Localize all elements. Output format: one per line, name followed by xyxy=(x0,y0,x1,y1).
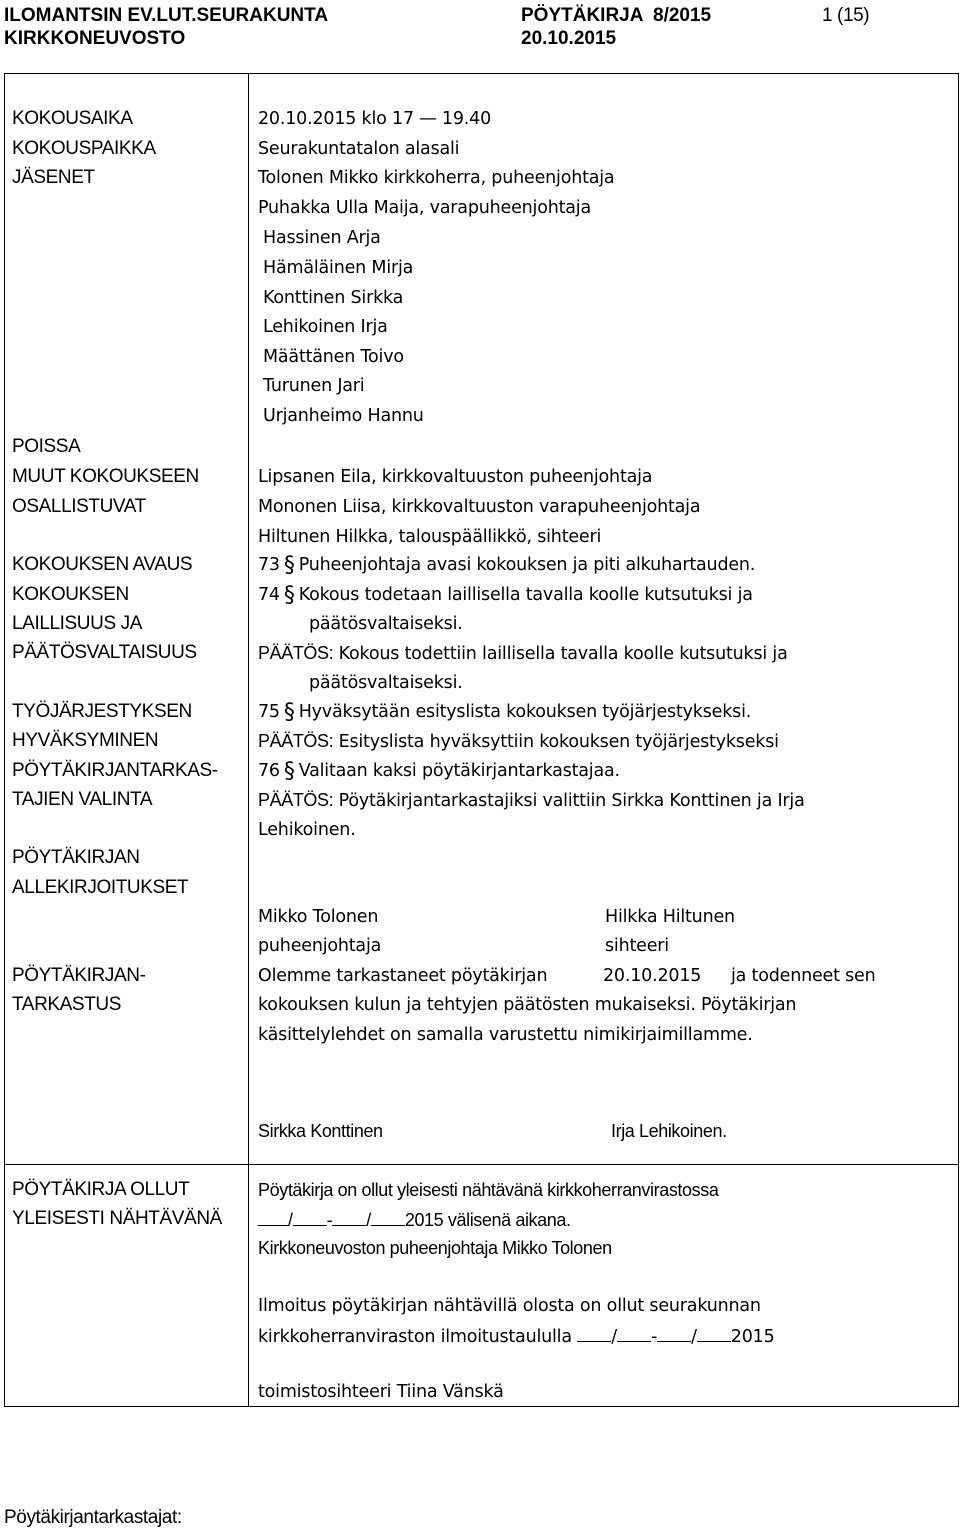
other-1: Mononen Liisa, kirkkovaltuuston varapuheenjohtaja xyxy=(258,497,701,517)
notice-text-2: kirkkoherranviraston ilmoitustaululla xyxy=(258,1327,572,1347)
section-74-decision-label: PÄÄTÖS: xyxy=(258,643,334,663)
blank-month-2[interactable] xyxy=(371,1209,405,1226)
label-laillisuus-3: PÄÄTÖSVALTAISUUS xyxy=(12,642,197,663)
section-75-decision-text: Esityslista hyväksyttiin kokouksen työjärjestykseksi xyxy=(338,732,779,752)
public-date-line xyxy=(258,1209,571,1230)
reviewer-2: Irja Lehikoinen. xyxy=(611,1121,727,1141)
section-74-text-2: päätösvaltaiseksi. xyxy=(309,614,463,634)
secretary-name: Hilkka Hiltunen xyxy=(605,907,735,927)
label-allekirjoitukset-1: PÖYTÄKIRJAN xyxy=(12,847,140,868)
table-bottom-border xyxy=(4,1406,959,1407)
section-76-decision-text-2: Lehikoinen. xyxy=(258,820,356,840)
table-divider xyxy=(4,1164,959,1165)
label-laillisuus-1: KOKOUKSEN xyxy=(12,584,129,605)
member-7: Turunen Jari xyxy=(263,376,365,396)
header-body: KIRKKONEUVOSTO xyxy=(4,28,186,49)
label-nahtavana-2: YLEISESTI NÄHTÄVÄNÄ xyxy=(12,1208,222,1229)
review-text-1b: 20.10.2015 xyxy=(603,966,702,986)
member-0: Tolonen Mikko kirkkoherra, puheenjohtaja xyxy=(258,168,615,188)
section-75-decision-label: PÄÄTÖS: xyxy=(258,731,334,751)
member-2: Hassinen Arja xyxy=(263,228,381,248)
section-75-decision xyxy=(258,731,779,752)
section-76-text: Valitaan kaksi pöytäkirjantarkastajaa. xyxy=(298,761,620,781)
reviewer-1: Sirkka Konttinen xyxy=(258,1121,383,1141)
section-76-decision xyxy=(258,790,805,811)
public-text-2-tail: välisenä aikana. xyxy=(447,1210,571,1230)
table-top-border xyxy=(4,73,959,74)
section-75-text: Hyväksytään esityslista kokouksen työjärjestykseksi. xyxy=(298,702,752,722)
section-74-decision xyxy=(258,643,788,664)
section-73 xyxy=(258,555,755,576)
label-tarkastus-2: TARKASTUS xyxy=(12,994,122,1015)
label-poissa: POISSA xyxy=(12,436,81,457)
section-73-text: Puheenjohtaja avasi kokouksen ja piti alkuhartauden. xyxy=(298,555,756,575)
chair-name: Mikko Tolonen xyxy=(258,907,379,927)
date-sep-3: / xyxy=(366,1210,371,1230)
blank-day-2[interactable] xyxy=(332,1209,366,1226)
member-4: Konttinen Sirkka xyxy=(263,288,404,308)
date-sep-2: - xyxy=(326,1210,333,1230)
review-text-1a: Olemme tarkastaneet pöytäkirjan xyxy=(258,966,548,986)
header-org: ILOMANTSIN EV.LUT.SEURAKUNTA xyxy=(4,5,329,26)
label-tyojarjestys-1: TYÖJÄRJESTYKSEN xyxy=(12,701,192,722)
chair-role: puheenjohtaja xyxy=(258,936,382,956)
label-laillisuus-2: LAILLISUUS JA xyxy=(12,613,142,634)
section-76-decision-text-1: Pöytäkirjantarkastajiksi valittiin Sirkka Konttinen ja Irja xyxy=(338,791,805,811)
review-text-1c: ja todenneet sen xyxy=(731,966,876,986)
notice-blank-month-2[interactable] xyxy=(697,1325,731,1342)
header-doc: PÖYTÄKIRJA xyxy=(521,5,644,26)
label-kokousaika: KOKOUSAIKA xyxy=(12,108,133,129)
section-73-symbol: § xyxy=(283,553,295,578)
label-kokouspaikka: KOKOUSPAIKKA xyxy=(12,138,156,159)
section-74-number: 74 xyxy=(258,585,280,605)
footer-reviewers-label: Pöytäkirjantarkastajat: xyxy=(4,1507,182,1528)
section-76-number: 76 xyxy=(258,761,280,781)
secretary-role: sihteeri xyxy=(605,936,669,956)
label-tarkastajat-2: TAJIEN VALINTA xyxy=(12,789,153,810)
meeting-place: Seurakuntatalon alasali xyxy=(258,139,460,159)
table-column-divider xyxy=(248,73,249,1407)
notice-blank-month[interactable] xyxy=(617,1325,651,1342)
review-text-3: käsittelylehdet on samalla varustettu nimikirjaimillamme. xyxy=(258,1025,753,1045)
notice-year: 2015 xyxy=(730,1327,775,1347)
header-page: 1 (15) xyxy=(822,5,870,26)
blank-day-1[interactable] xyxy=(258,1209,288,1226)
label-avaus: KOKOUKSEN AVAUS xyxy=(12,554,193,575)
label-muut-1: MUUT KOKOUKSEEN xyxy=(12,466,199,487)
label-tarkastus-1: PÖYTÄKIRJAN- xyxy=(12,965,146,986)
label-jasenet: JÄSENET xyxy=(12,167,95,188)
section-74-decision-text-2: päätösvaltaiseksi. xyxy=(309,673,463,693)
date-year: 2015 xyxy=(404,1210,444,1230)
date-sep-1: / xyxy=(288,1210,293,1230)
label-nahtavana-1: PÖYTÄKIRJA OLLUT xyxy=(12,1179,190,1200)
notice-text-1: Ilmoitus pöytäkirjan nähtävillä olosta on ollut seurakunnan xyxy=(258,1296,761,1316)
member-5: Lehikoinen Irja xyxy=(263,317,388,337)
section-74-decision-text-1: Kokous todettiin laillisella tavalla koolle kutsutuksi ja xyxy=(338,644,788,664)
table-left-border xyxy=(4,73,5,1407)
section-75 xyxy=(258,702,751,723)
header-date: 20.10.2015 xyxy=(521,28,617,49)
meeting-time: 20.10.2015 klo 17 — 19.40 xyxy=(258,109,492,129)
blank-month-1[interactable] xyxy=(293,1209,327,1226)
member-1: Puhakka Ulla Maija, varapuheenjohtaja xyxy=(258,198,591,218)
other-0: Lipsanen Eila, kirkkovaltuuston puheenjohtaja xyxy=(258,467,653,487)
other-2: Hiltunen Hilkka, talouspäällikkö, sihteeri xyxy=(258,527,602,547)
section-76-decision-label: PÄÄTÖS: xyxy=(258,790,334,810)
label-tyojarjestys-2: HYVÄKSYMINEN xyxy=(12,730,159,751)
public-text-1: Pöytäkirja on ollut yleisesti nähtävänä kirkkoherranvirastossa xyxy=(258,1180,719,1200)
label-allekirjoitukset-2: ALLEKIRJOITUKSET xyxy=(12,877,189,898)
section-75-symbol: § xyxy=(283,700,295,725)
notice-sep-1: / xyxy=(611,1327,617,1347)
notice-sep-3: / xyxy=(691,1327,697,1347)
label-tarkastajat-1: PÖYTÄKIRJANTARKAS- xyxy=(12,760,218,781)
section-74 xyxy=(258,585,753,606)
notice-line-2 xyxy=(258,1325,775,1347)
section-74-text-1: Kokous todetaan laillisella tavalla koolle kutsutuksi ja xyxy=(298,585,753,605)
header-number: 8/2015 xyxy=(653,5,712,26)
section-74-symbol: § xyxy=(283,583,295,608)
review-text-2: kokouksen kulun ja tehtyjen päätösten mukaiseksi. Pöytäkirjan xyxy=(258,995,797,1015)
section-76 xyxy=(258,761,620,782)
section-73-number: 73 xyxy=(258,555,280,575)
label-muut-2: OSALLISTUVAT xyxy=(12,496,146,517)
member-3: Hämäläinen Mirja xyxy=(263,258,414,278)
section-76-symbol: § xyxy=(283,759,295,784)
table-right-border xyxy=(958,73,959,1407)
notice-blank-day-2[interactable] xyxy=(657,1325,691,1342)
member-8: Urjanheimo Hannu xyxy=(263,406,424,426)
notice-signer: toimistosihteeri Tiina Vänskä xyxy=(258,1382,504,1402)
section-75-number: 75 xyxy=(258,702,280,722)
notice-sep-2: - xyxy=(650,1327,658,1347)
public-text-3: Kirkkoneuvoston puheenjohtaja Mikko Tolonen xyxy=(258,1238,612,1258)
notice-blank-day[interactable] xyxy=(577,1325,611,1342)
member-6: Määttänen Toivo xyxy=(263,347,404,367)
